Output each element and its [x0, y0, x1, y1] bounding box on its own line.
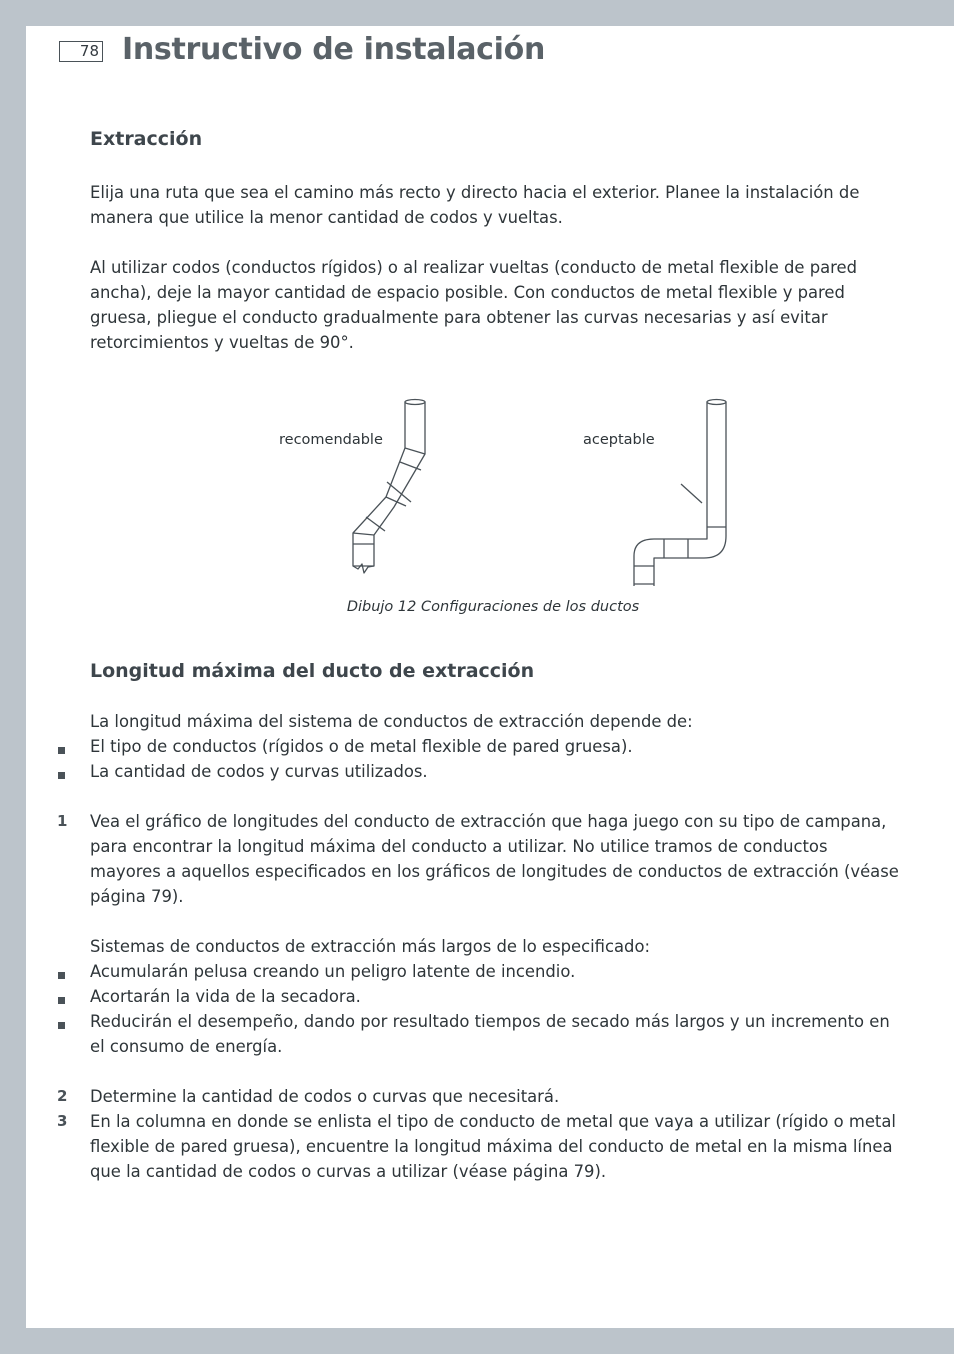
step-number: 2	[57, 1087, 68, 1105]
bullet-marker	[58, 997, 65, 1004]
step-text: Determine la cantidad de codos o curvas que necesitará.	[90, 1087, 560, 1106]
intro-text: La longitud máxima del sistema de conductos de extracción depende de:	[90, 712, 693, 731]
bullet-marker	[58, 972, 65, 979]
list-item: Reducirán el desempeño, dando por resultado tiempos de secado más largos y un incremento en el consumo de energía.	[90, 1012, 890, 1056]
bullet-marker	[58, 747, 65, 754]
paragraph-elbows: Al utilizar codos (conductos rígidos) o al realizar vueltas (conducto de metal flexible de pared ancha), deje la mayor cantidad de espacio posible. Con conductos de metal flexible y pared gruesa, pliegue el conducto gradualmente para obtener las curvas necesarias y así evitar retorcimientos y vueltas de 90°.	[90, 258, 858, 352]
document-page	[26, 26, 954, 1328]
paragraph-route: Elija una ruta que sea el camino más recto y directo hacia el exterior. Planee la instalación de manera que utilice la menor cantidad de codos y vueltas.	[90, 183, 860, 227]
duct-configurations-figure	[246, 386, 746, 586]
bullet-marker	[58, 772, 65, 779]
list-item: Acumularán pelusa creando un peligro latente de incendio.	[90, 962, 576, 981]
label-recomendable: recomendable	[279, 432, 383, 448]
bullet-marker	[58, 1022, 65, 1029]
label-aceptable: aceptable	[583, 432, 655, 448]
list-item: Acortarán la vida de la secadora.	[90, 987, 361, 1006]
figure-caption: Dibujo 12 Configuraciones de los ductos	[346, 599, 640, 615]
section-heading-longitud: Longitud máxima del ducto de extracción	[90, 660, 535, 682]
aceptable-duct	[634, 400, 726, 587]
page-title: Instructivo de instalación	[122, 32, 545, 67]
step-number: 3	[57, 1112, 68, 1130]
page-number: 78	[59, 41, 103, 62]
systems-intro-text: Sistemas de conductos de extracción más largos de lo especificado:	[90, 937, 651, 956]
recomendable-duct	[353, 400, 425, 574]
list-item: El tipo de conductos (rígidos o de metal flexible de pared gruesa).	[90, 737, 633, 756]
step-number: 1	[57, 812, 68, 830]
duct-drawing	[246, 386, 746, 586]
step-text: Vea el gráfico de longitudes del conducto de extracción que haga juego con su tipo de campana, para encontrar la longitud máxima del conducto a utilizar. No utilice tramos de conductos mayores a aquellos especificados en los gráficos de longitudes de conductos de extracción (véase página 79).	[90, 812, 899, 906]
section-heading-extraccion: Extracción	[90, 128, 203, 150]
list-item: La cantidad de codos y curvas utilizados.	[90, 762, 428, 781]
step-text: En la columna en donde se enlista el tipo de conducto de metal que vaya a utilizar (rígido o metal flexible de pared gruesa), encuentre la longitud máxima del conducto de metal en la misma línea que la cantidad de codos o curvas a utilizar (véase página 79).	[90, 1112, 896, 1181]
